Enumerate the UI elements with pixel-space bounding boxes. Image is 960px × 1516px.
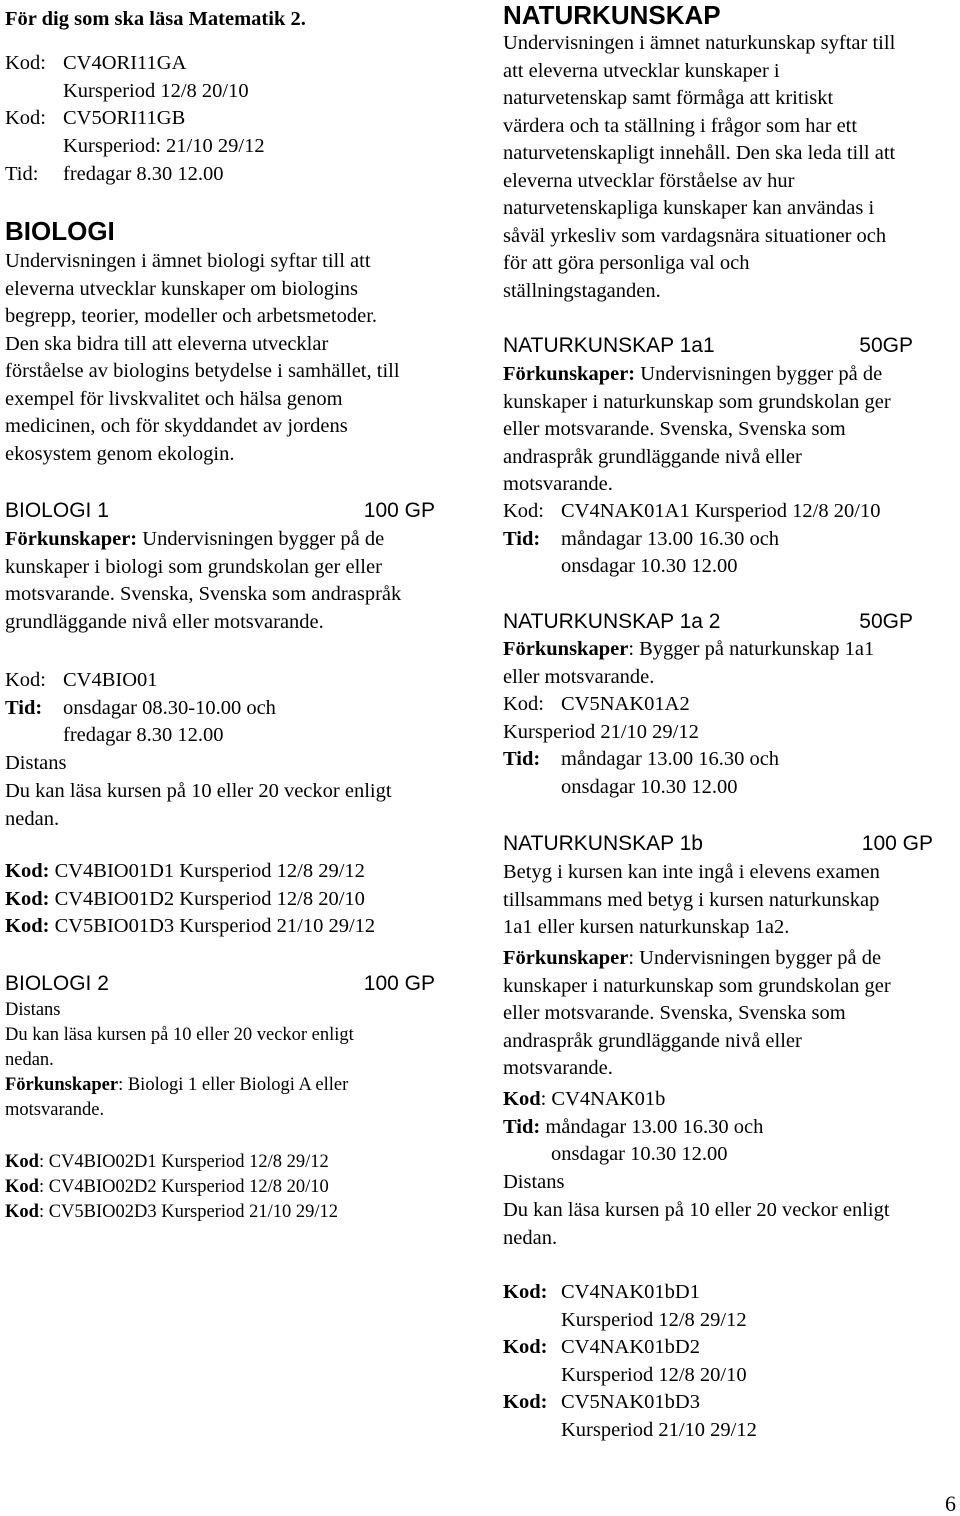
desc-line: att eleverna utvecklar kunskaper i xyxy=(503,59,780,82)
kod-label: Kod xyxy=(5,1177,39,1197)
kod-label: Kod: xyxy=(503,693,544,715)
desc-line: värdera och ta ställning i frågor som har ett xyxy=(503,114,858,137)
desc-line: naturvetenskap samt förmåga att kritiskt xyxy=(503,87,834,109)
kod-value: CV4NAK01bD1 xyxy=(561,1281,700,1303)
course-points: 50GP xyxy=(859,334,913,357)
code-row xyxy=(5,858,475,886)
nak1a2-kod xyxy=(503,691,953,719)
prereq-text: kunskaper i biologi som grundskolan ger eller xyxy=(5,555,382,578)
nak1b-distans: Distans xyxy=(503,1171,565,1193)
desc-line: exempel för livskvalitet och hälsa genom xyxy=(5,387,343,410)
course-points: 100 GP xyxy=(861,832,933,855)
intro-tid xyxy=(5,161,475,189)
kod-value: CV5NAK01bD3 xyxy=(561,1391,700,1413)
code-row xyxy=(5,1150,475,1175)
kod-label: Kod: xyxy=(503,1281,548,1303)
distans-line: nedan. xyxy=(503,1226,558,1249)
course-title: NATURKUNSKAP 1a 2 xyxy=(503,610,721,633)
kod-label: Kod: xyxy=(503,1336,548,1358)
page-number: 6 xyxy=(945,1491,956,1516)
distans-line: nedan. xyxy=(5,1050,54,1070)
nak1a2-title-row xyxy=(503,608,913,636)
nak1a1-tid xyxy=(503,526,953,554)
code-period: Kursperiod 21/10 29/12 xyxy=(561,1418,757,1441)
nak1b-distans-text xyxy=(503,1197,953,1252)
biologi1-distans-text xyxy=(5,778,475,833)
desc-line: naturvetenskapligt innehåll. Den ska leda till att xyxy=(503,142,896,164)
kod-value: : CV4BIO02D1 Kursperiod 12/8 29/12 xyxy=(38,1152,329,1172)
prereq-text: eller motsvarande. xyxy=(503,665,655,688)
tid-value: måndagar 13.00 16.30 och xyxy=(545,1116,764,1138)
biologi2-title-row xyxy=(5,970,435,998)
tid-value: onsdagar 08.30-10.00 och xyxy=(63,697,276,719)
desc-line: Den ska bidra till att eleverna utvecklar xyxy=(5,332,329,355)
intro-period-2: Kursperiod: 21/10 29/12 xyxy=(63,135,265,157)
kod-label: Kod: xyxy=(503,1391,548,1413)
desc-line: naturvetenskapliga kunskaper kan användas i xyxy=(503,197,875,219)
desc-line: eleverna utvecklar förståelse av hur xyxy=(503,169,795,192)
prereq-text: eller motsvarande. Svenska, Svenska som xyxy=(503,418,846,440)
nak1b-prereq xyxy=(503,945,953,1083)
tid-value: fredagar 8.30 12.00 xyxy=(63,163,224,185)
nak1b-codes xyxy=(503,1279,953,1444)
kod-label: Kod xyxy=(503,1088,541,1110)
naturkunskap-description xyxy=(503,30,953,305)
desc-line: förståelse av biologins betydelse i samhället, till xyxy=(5,360,400,382)
prereq-label: Förkunskaper: xyxy=(5,528,138,550)
prereq-text: : Undervisningen bygger på de xyxy=(628,947,882,969)
biologi-description xyxy=(5,248,475,468)
tid-label: Tid: xyxy=(5,163,39,185)
code-row xyxy=(503,1389,953,1417)
note-line: tillsammans med betyg i kursen naturkunskap xyxy=(503,888,880,911)
note-line: 1a1 eller kursen naturkunskap 1a2. xyxy=(503,916,790,938)
nak1a2-tid xyxy=(503,746,953,774)
prereq-text: motsvarande. xyxy=(503,473,613,495)
course-title: NATURKUNSKAP 1b xyxy=(503,832,703,855)
prereq-text: motsvarande. xyxy=(5,1100,105,1120)
desc-line: såväl yrkesliv som vardagsnära situationer och xyxy=(503,224,887,247)
kod-value: CV4BIO01D2 Kursperiod 12/8 20/10 xyxy=(54,887,365,910)
kod-label: Kod: xyxy=(5,915,50,937)
kod-label: Kod: xyxy=(503,500,544,522)
distans-label: Distans xyxy=(5,1000,61,1020)
tid-label: Tid: xyxy=(503,1116,541,1138)
kod-label: Kod: xyxy=(5,107,46,129)
nak1a2-prereq xyxy=(503,636,953,691)
prereq-text: motsvarande. Svenska, Svenska som andraspråk xyxy=(5,583,402,605)
code-period: Kursperiod 12/8 20/10 xyxy=(561,1363,747,1386)
kod-value: CV5BIO01D3 Kursperiod 21/10 29/12 xyxy=(54,915,376,937)
note-line: Betyg i kursen kan inte ingå i elevens examen xyxy=(503,861,880,883)
intro-title: För dig som ska läsa Matematik 2. xyxy=(5,8,306,30)
prereq-text: : Bygger på naturkunskap 1a1 xyxy=(628,638,875,660)
prereq-text: motsvarande. xyxy=(503,1057,613,1079)
kod-value: CV5NAK01A2 xyxy=(561,693,690,715)
biologi2-codes xyxy=(5,1150,475,1225)
naturkunskap-heading: NATURKUNSKAP xyxy=(503,0,721,30)
nak1a1-title-row xyxy=(503,332,913,360)
kod-value: CV4NAK01A1 Kursperiod 12/8 20/10 xyxy=(561,500,881,522)
biologi-heading: BIOLOGI xyxy=(5,216,115,246)
prereq-label: Förkunskaper xyxy=(503,947,629,969)
course-title: NATURKUNSKAP 1a1 xyxy=(503,334,715,357)
prereq-text: kunskaper i naturkunskap som grundskolan ger xyxy=(503,390,891,413)
kod-label: Kod: xyxy=(5,52,46,74)
tid-label: Tid: xyxy=(5,697,43,719)
desc-line: för att göra personliga val och xyxy=(503,252,750,274)
kod-value: : CV4NAK01b xyxy=(540,1088,666,1110)
kod-label: Kod xyxy=(5,1152,39,1172)
prereq-text: eller motsvarande. Svenska, Svenska som xyxy=(503,1002,846,1024)
kod-value: : CV5BIO02D3 Kursperiod 21/10 29/12 xyxy=(38,1202,339,1222)
desc-line: Undervisningen i ämnet naturkunskap syftar till xyxy=(503,32,896,54)
biologi1-title-row xyxy=(5,497,435,525)
code-row xyxy=(5,886,475,914)
nak1a1-kod xyxy=(503,498,953,526)
distans-line: Du kan läsa kursen på 10 eller 20 veckor enligt xyxy=(5,1025,354,1045)
biologi1-prereq xyxy=(5,526,475,636)
desc-line: Undervisningen i ämnet biologi syftar till att xyxy=(5,250,371,272)
nak1a2-tid-2: onsdagar 10.30 12.00 xyxy=(561,776,738,798)
prereq-text: kunskaper i naturkunskap som grundskolan ger xyxy=(503,974,891,997)
prereq-label: Förkunskaper: xyxy=(503,363,636,385)
prereq-label: Förkunskaper xyxy=(5,1075,119,1095)
tid-label: Tid: xyxy=(503,528,541,550)
distans-line: Du kan läsa kursen på 10 eller 20 veckor enligt xyxy=(5,780,392,802)
course-title: BIOLOGI 1 xyxy=(5,499,109,522)
code-row xyxy=(503,1279,953,1307)
nak1a1-tid-2: onsdagar 10.30 12.00 xyxy=(561,555,738,577)
course-points: 100 GP xyxy=(363,499,435,522)
biologi1-tid-2: fredagar 8.30 12.00 xyxy=(63,724,224,746)
biologi2-details xyxy=(5,998,475,1123)
nak1b-tid-2: onsdagar 10.30 12.00 xyxy=(551,1143,728,1165)
prereq-text: Undervisningen bygger på de xyxy=(137,528,385,550)
kod-value: CV4BIO01D1 Kursperiod 12/8 29/12 xyxy=(54,860,365,882)
nak1b-kod xyxy=(503,1086,953,1114)
biologi1-tid xyxy=(5,695,475,723)
intro-kod-2 xyxy=(5,105,475,133)
distans-line: nedan. xyxy=(5,807,60,830)
course-points: 50GP xyxy=(859,610,913,633)
prereq-text: grundläggande nivå eller motsvarande. xyxy=(5,610,324,633)
kod-value: CV4BIO01 xyxy=(63,669,158,691)
tid-label: Tid: xyxy=(503,748,541,770)
prereq-label: Förkunskaper xyxy=(503,638,629,660)
kod-label: Kod: xyxy=(5,887,50,910)
kod-value: CV5ORI11GB xyxy=(63,107,186,129)
course-title: BIOLOGI 2 xyxy=(5,972,109,995)
code-period: Kursperiod 12/8 29/12 xyxy=(561,1308,747,1331)
intro-period-1: Kursperiod 12/8 20/10 xyxy=(63,80,249,102)
desc-line: medicinen, och för skyddandet av jordens xyxy=(5,415,348,437)
nak1b-note xyxy=(503,859,953,942)
kod-value: : CV4BIO02D2 Kursperiod 12/8 20/10 xyxy=(38,1177,329,1197)
nak1a1-prereq xyxy=(503,361,953,499)
tid-value: måndagar 13.00 16.30 och xyxy=(561,528,780,550)
kod-label: Kod: xyxy=(5,860,50,882)
kod-value: CV4ORI11GA xyxy=(63,52,187,74)
desc-line: ekosystem genom ekologin. xyxy=(5,442,235,465)
code-row xyxy=(5,1200,475,1225)
nak1b-title-row xyxy=(503,830,933,858)
intro-kod-1 xyxy=(5,50,475,78)
kod-value: CV4NAK01bD2 xyxy=(561,1336,700,1358)
code-row xyxy=(5,1175,475,1200)
nak1b-tid xyxy=(503,1114,953,1142)
kod-label: Kod: xyxy=(5,669,46,691)
biologi1-distans: Distans xyxy=(5,752,67,774)
desc-line: begrepp, teorier, modeller och arbetsmetoder. xyxy=(5,305,378,327)
prereq-text: andraspråk grundläggande nivå eller xyxy=(503,445,802,468)
desc-line: ställningstaganden. xyxy=(503,279,661,302)
code-row xyxy=(5,913,475,941)
biologi1-codes xyxy=(5,858,475,941)
prereq-text: Undervisningen bygger på de xyxy=(635,363,883,385)
kod-label: Kod xyxy=(5,1202,39,1222)
code-row xyxy=(503,1334,953,1362)
nak1a2-period: Kursperiod 21/10 29/12 xyxy=(503,721,699,743)
prereq-text: andraspråk grundläggande nivå eller xyxy=(503,1029,802,1052)
tid-value: måndagar 13.00 16.30 och xyxy=(561,748,780,770)
prereq-text: : Biologi 1 eller Biologi A eller xyxy=(118,1075,349,1095)
course-points: 100 GP xyxy=(363,972,435,995)
biologi1-kod xyxy=(5,667,475,695)
distans-line: Du kan läsa kursen på 10 eller 20 veckor enligt xyxy=(503,1199,890,1221)
desc-line: eleverna utvecklar kunskaper om biologins xyxy=(5,277,358,300)
